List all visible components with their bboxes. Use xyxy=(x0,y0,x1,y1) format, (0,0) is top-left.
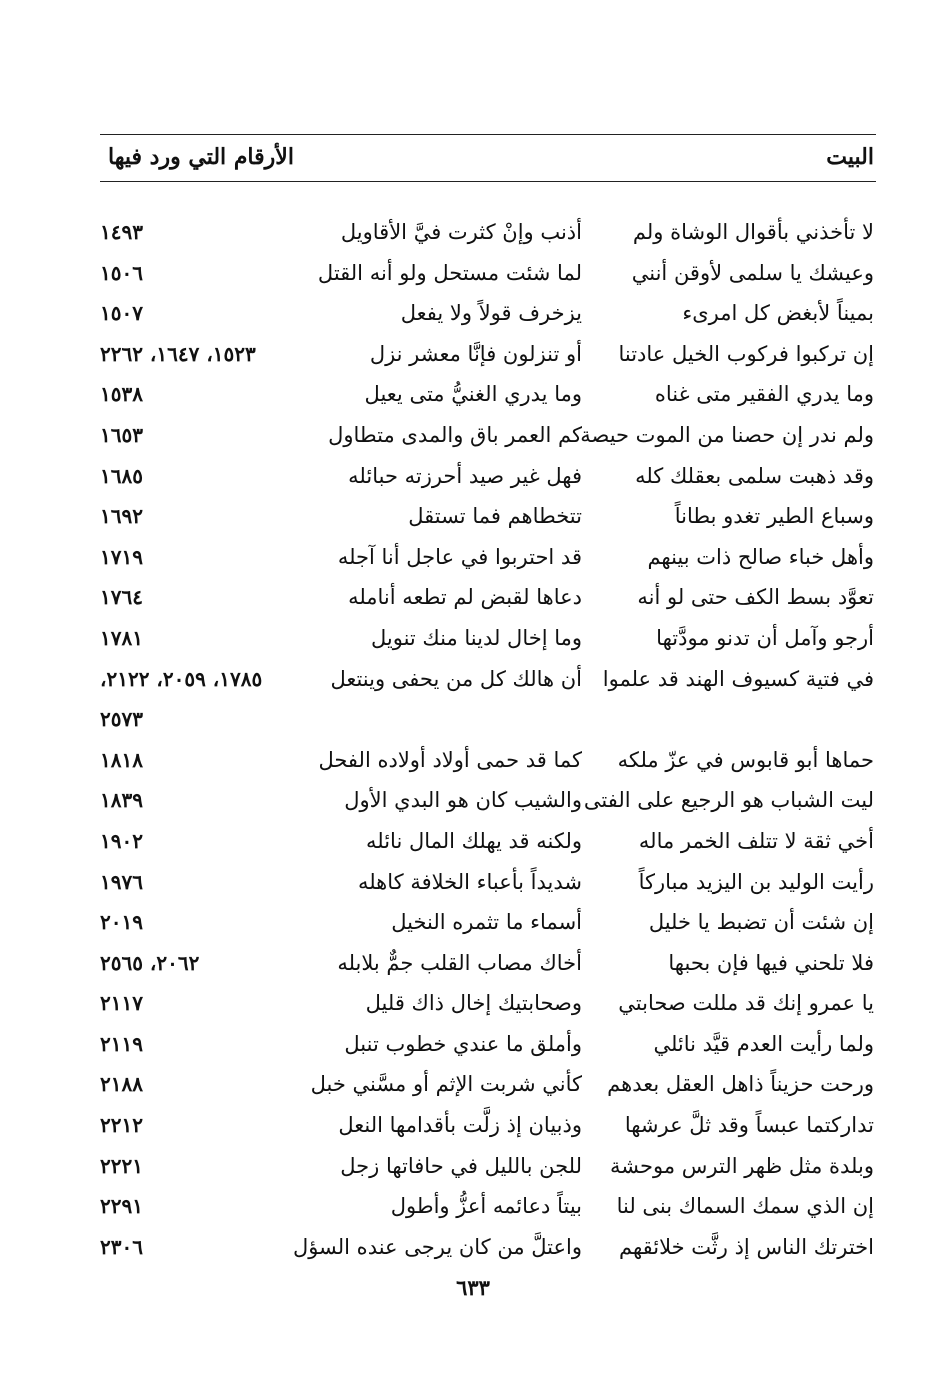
verse-first-hemistich: ورحت حزيناً ذاهل العقل بعدهم xyxy=(607,1072,874,1097)
table-row xyxy=(0,983,946,1024)
reference-numbers: ١٧٦٤ xyxy=(100,585,143,610)
reference-numbers: ٢٢١٢ xyxy=(100,1113,143,1138)
verse-second-hemistich: بيتاً دعائمه أعزُّ وأطول xyxy=(390,1194,582,1219)
reference-numbers: ٢٠٦٢، ٢٥٦٥ xyxy=(100,950,200,975)
reference-numbers: ٢٥٧٣ xyxy=(100,707,143,732)
reference-numbers: ١٧٨١ xyxy=(100,625,143,650)
verse-second-hemistich: قد احتربوا في عاجل أنا آجله xyxy=(337,544,582,569)
verse-first-hemistich: إن الذي سمك السماك بنى لنا xyxy=(616,1194,874,1219)
reference-numbers: ٢٠١٩ xyxy=(100,910,143,935)
verse-first-hemistich: تعوَّد بسط الكف حتى لو أنه xyxy=(637,585,874,610)
verse-first-hemistich: فلا تلحني فيها فإن بحبها xyxy=(668,950,874,975)
verse-first-hemistich: لا تأخذني بأقوال الوشاة ولم xyxy=(632,220,874,244)
table-row xyxy=(0,293,946,334)
verse-first-hemistich: رأيت الوليد بن اليزيد مباركاً xyxy=(638,869,874,894)
reference-numbers: ١٦٩٢ xyxy=(100,504,143,529)
verse-first-hemistich: بميناً لأبغض كل امرىء xyxy=(682,301,874,326)
verse-second-hemistich: شديداً بأعباء الخلافة كاهله xyxy=(357,869,582,894)
verse-second-hemistich: كم العمر باق والمدى متطاول xyxy=(328,422,582,447)
header-verse-label: البيت xyxy=(826,144,874,170)
verse-second-hemistich: أن هالك كل من يحفى وينتعل xyxy=(330,666,582,691)
verse-first-hemistich: حماها أبو قابوس في عزّ ملكه xyxy=(617,747,874,772)
table-row xyxy=(0,334,946,375)
verse-second-hemistich: للجن بالليل في حافاتها زجل xyxy=(340,1153,582,1178)
table-row xyxy=(0,1227,946,1268)
verse-second-hemistich: ولكنه قد يهلك المال نائله xyxy=(366,828,582,853)
reference-numbers: ١٥٣٨ xyxy=(100,382,143,407)
header-numbers-label: الأرقام التي ورد فيها xyxy=(108,144,294,170)
reference-numbers: ١٤٩٣ xyxy=(100,220,143,244)
header-top-rule xyxy=(100,134,876,135)
verse-second-hemistich: وما يدري الغنيُّ متى يعيل xyxy=(364,382,582,407)
reference-numbers: ١٦٨٥ xyxy=(100,463,143,488)
verse-second-hemistich: وذبيان إذ زلَّت بأقدامها النعل xyxy=(338,1113,582,1138)
table-row xyxy=(0,374,946,415)
reference-numbers: ١٧٨٥، ٢٠٥٩، ٢١٢٢، xyxy=(100,666,263,691)
verse-second-hemistich: والشيب كان هو البدي الأول xyxy=(344,788,582,813)
verse-first-hemistich: ليت الشباب هو الرجيع على الفتى xyxy=(583,788,874,813)
table-row xyxy=(0,943,946,984)
table-row xyxy=(0,1064,946,1105)
reference-numbers: ١٥٠٧ xyxy=(100,301,143,326)
reference-numbers: ١٥٢٣، ١٦٤٧، ٢٢٦٢ xyxy=(100,341,256,366)
table-row xyxy=(0,577,946,618)
table-row xyxy=(0,699,946,740)
verse-first-hemistich: ولما رأيت العدم قيَّد نائلي xyxy=(653,1031,874,1056)
verse-first-hemistich: تداركتما عبساً وقد ثلَّ عرشها xyxy=(624,1113,874,1138)
reference-numbers: ١٨١٨ xyxy=(100,747,143,772)
table-row xyxy=(0,1105,946,1146)
table-row xyxy=(0,537,946,578)
verse-first-hemistich: ولم ندر إن حصنا من الموت حيصة xyxy=(580,422,874,447)
reference-numbers: ٢١١٧ xyxy=(100,991,143,1016)
verse-first-hemistich: وأهل خباء صالح ذات بينهم xyxy=(647,544,874,569)
table-row xyxy=(0,496,946,537)
table-row xyxy=(0,740,946,781)
table-row xyxy=(0,415,946,456)
verse-first-hemistich: أخي ثقة لا تتلف الخمر ماله xyxy=(638,828,874,853)
table-row xyxy=(0,1024,946,1065)
table-row xyxy=(0,456,946,497)
reference-numbers: ٢٢٢١ xyxy=(100,1153,143,1178)
verse-second-hemistich: واعتلَّ من كان يرجى عنده السؤل xyxy=(292,1234,582,1259)
verse-second-hemistich: أخاك مصاب القلب جمٌّ بلابله xyxy=(337,950,582,975)
reference-numbers: ١٩٠٢ xyxy=(100,828,143,853)
table-row xyxy=(0,902,946,943)
verse-first-hemistich: في فتية كسيوف الهند قد علموا xyxy=(602,666,874,691)
verse-second-hemistich: تتخطاهم فما تستقل xyxy=(408,504,582,529)
verse-second-hemistich: يزخرف قولاً ولا يفعل xyxy=(400,301,582,326)
verse-first-hemistich: وقد ذهبت سلمى بعقلك كله xyxy=(635,463,874,488)
verse-second-hemistich: لما شئت مستحل ولو أنه القتل xyxy=(317,260,582,285)
table-row xyxy=(0,1186,946,1227)
verse-second-hemistich: وما إخال لدينا منك تنويل xyxy=(370,625,582,650)
reference-numbers: ١٥٠٦ xyxy=(100,260,143,285)
verse-first-hemistich: وسباع الطير تغدو بطاناً xyxy=(674,504,874,529)
verse-index-list xyxy=(0,212,946,1267)
verse-first-hemistich: وبلدة مثل ظهر الترس موحشة xyxy=(610,1153,874,1178)
reference-numbers: ٢٣٠٦ xyxy=(100,1234,143,1259)
verse-second-hemistich: فهل غير صيد أحرزته حبائله xyxy=(348,463,582,488)
verse-first-hemistich: وما يدري الفقير متى غناه xyxy=(654,382,874,407)
table-row xyxy=(0,780,946,821)
verse-first-hemistich: اخترتك الناس إذ رثَّت خلائقهم xyxy=(618,1234,874,1259)
table-row xyxy=(0,253,946,294)
verse-first-hemistich: أرجو وآمل أن تدنو مودَّتها xyxy=(656,625,874,650)
reference-numbers: ٢٢٩١ xyxy=(100,1194,143,1219)
verse-first-hemistich: إن شئت أن تضبط يا خليل xyxy=(648,910,874,935)
table-row xyxy=(0,212,946,253)
table-row xyxy=(0,821,946,862)
table-row xyxy=(0,1146,946,1187)
verse-second-hemistich: وصحابتيك إخال ذاك قليل xyxy=(365,991,582,1016)
reference-numbers: ٢١١٩ xyxy=(100,1031,143,1056)
reference-numbers: ١٧١٩ xyxy=(100,544,143,569)
table-row xyxy=(0,618,946,659)
verse-second-hemistich: دعاها لقبض لم تطعه أنامله xyxy=(348,585,582,610)
verse-second-hemistich: كأني شربت الإثم أو مسَّني خبل xyxy=(310,1072,582,1097)
verse-second-hemistich: أذنب وإنْ كثرت فيَّ الأقاويل xyxy=(340,220,582,244)
verse-first-hemistich: إن تركبوا فركوب الخيل عادتنا xyxy=(618,341,874,366)
table-row xyxy=(0,659,946,700)
verse-first-hemistich: وعيشك يا سلمى لأوقن أنني xyxy=(631,260,874,285)
header-bottom-rule xyxy=(100,181,876,182)
reference-numbers: ١٩٧٦ xyxy=(100,869,143,894)
reference-numbers: ٢١٨٨ xyxy=(100,1072,143,1097)
verse-second-hemistich: كما قد حمى أولاد أولاده الفحل xyxy=(318,747,582,772)
verse-second-hemistich: وأملق ما عندي خطوب تنبل xyxy=(344,1031,582,1056)
verse-first-hemistich: يا عمرو إنك قد مللت صحابتي xyxy=(618,991,874,1016)
table-row xyxy=(0,862,946,903)
page-number: ٦٣٣ xyxy=(456,1275,490,1300)
verse-second-hemistich: أسماء ما تثمره النخيل xyxy=(391,910,582,935)
verse-second-hemistich: أو تنزلون فإنَّا معشر نزل xyxy=(369,341,582,366)
reference-numbers: ١٦٥٣ xyxy=(100,422,143,447)
reference-numbers: ١٨٣٩ xyxy=(100,788,143,813)
